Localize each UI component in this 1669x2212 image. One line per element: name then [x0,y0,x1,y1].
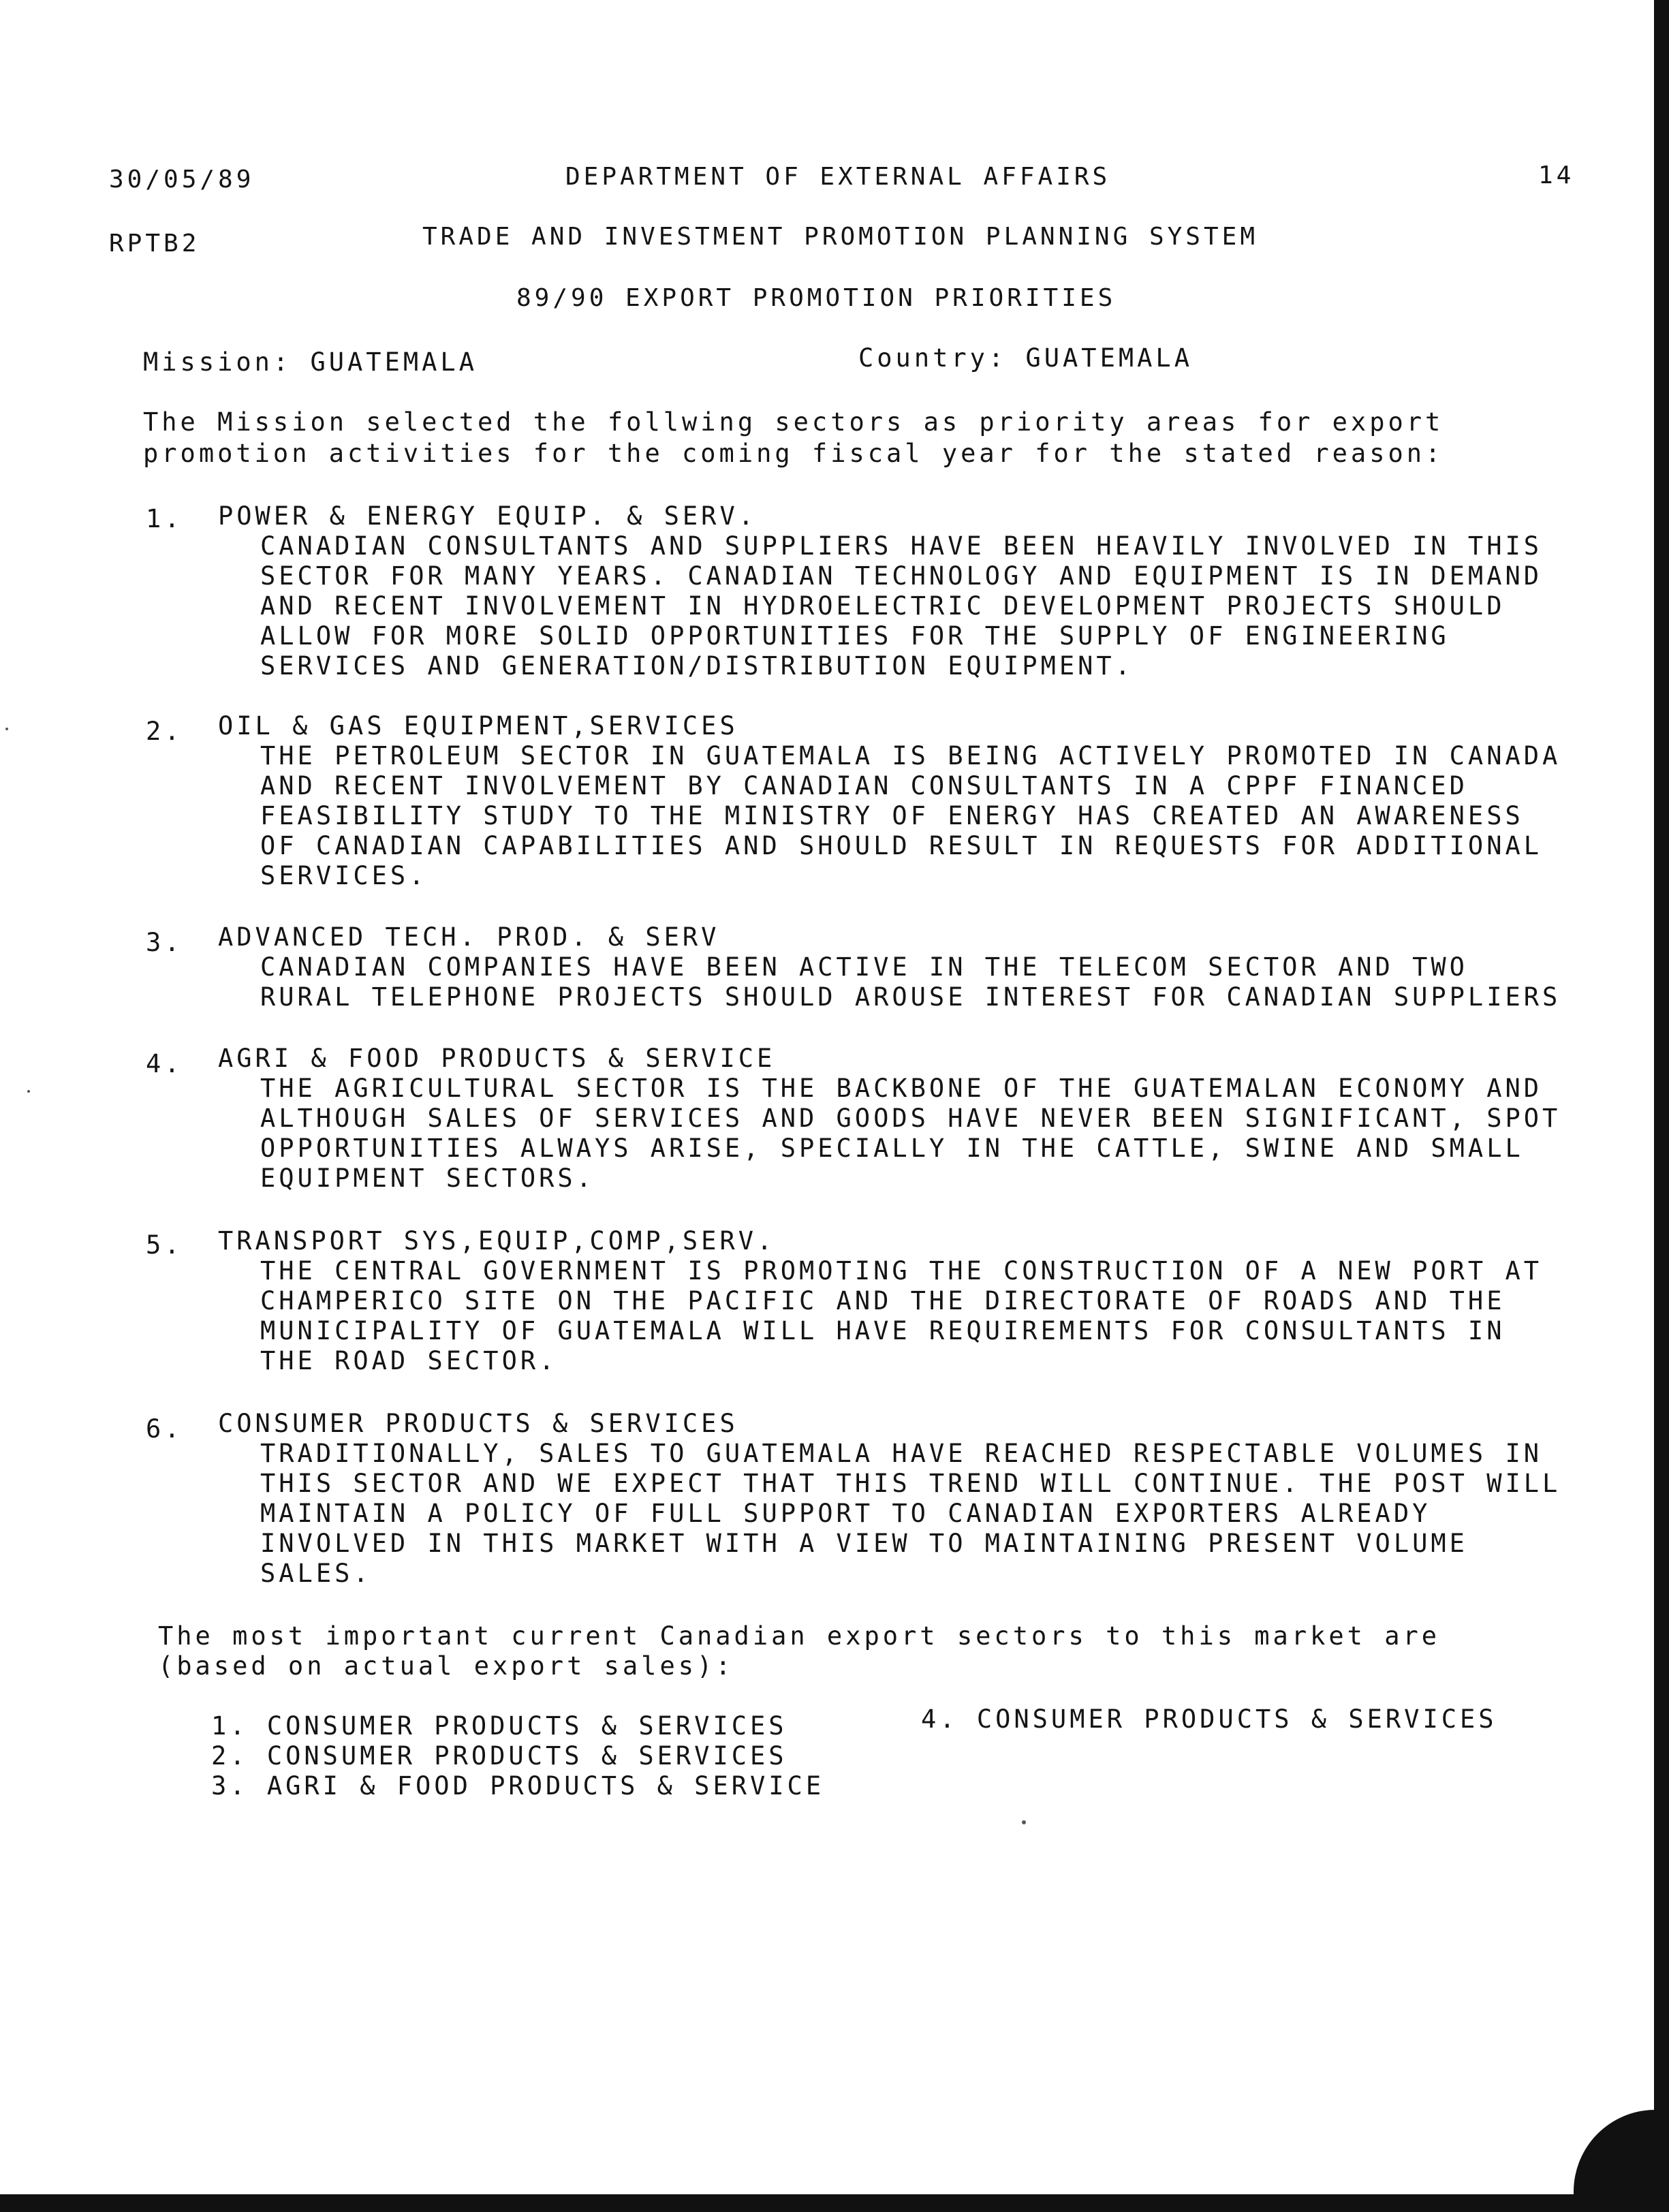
current-sectors-line-2: (based on actual export sales): [158,1651,734,1681]
priority-body-line: MUNICIPALITY OF GUATEMALA WILL HAVE REQUIREMENTS FOR CONSULTANTS IN [260,1316,1506,1345]
page-number: 14 [1538,161,1575,189]
current-sectors-line-1: The most important current Canadian export sectors to this market are [158,1621,1441,1651]
system-title: TRADE AND INVESTMENT PROMOTION PLANNING SYSTEM [422,223,1258,251]
priority-body-line: SERVICES. [260,861,428,890]
scan-speck [5,728,8,730]
priority-number: 5. [146,1230,183,1260]
current-sector-item: 2. CONSUMER PRODUCTS & SERVICES [211,1741,787,1771]
priority-number: 2. [146,717,183,746]
mission-label: Mission: GUATEMALA [143,347,478,377]
priority-title: CONSUMER PRODUCTS & SERVICES [218,1409,738,1438]
priority-body-line: OPPORTUNITIES ALWAYS ARISE, SPECIALLY IN THE CATTLE, SWINE AND SMALL [260,1134,1524,1163]
priority-body-line: CANADIAN CONSULTANTS AND SUPPLIERS HAVE BEEN HEAVILY INVOLVED IN THIS [260,531,1543,561]
priority-number: 4. [146,1049,183,1078]
current-sector-item: 4. CONSUMER PRODUCTS & SERVICES [921,1704,1497,1734]
priority-title: OIL & GAS EQUIPMENT,SERVICES [218,711,738,741]
priority-body-line: CANADIAN COMPANIES HAVE BEEN ACTIVE IN THE TELECOM SECTOR AND TWO [260,952,1468,982]
priority-body-line: THE CENTRAL GOVERNMENT IS PROMOTING THE CONSTRUCTION OF A NEW PORT AT [260,1256,1543,1286]
priority-title: TRANSPORT SYS,EQUIP,COMP,SERV. [218,1226,776,1256]
priority-body-line: ALTHOUGH SALES OF SERVICES AND GOODS HAVE NEVER BEEN SIGNIFICANT, SPOT [260,1104,1561,1133]
intro-line-1: The Mission selected the follwing sectors as priority areas for export [143,407,1444,437]
priority-body-line: INVOLVED IN THIS MARKET WITH A VIEW TO MAINTAINING PRESENT VOLUME [260,1529,1468,1558]
priority-body-line: SALES. [260,1559,372,1588]
priority-body-line: TRADITIONALLY, SALES TO GUATEMALA HAVE REACHED RESPECTABLE VOLUMES IN [260,1439,1543,1468]
priority-title: POWER & ENERGY EQUIP. & SERV. [218,501,758,531]
scan-speck [27,1090,30,1093]
scan-edge-corner [1574,2110,1669,2212]
priority-number: 1. [146,504,183,533]
priorities-title: 89/90 EXPORT PROMOTION PRIORITIES [516,284,1117,312]
priority-body-line: AND RECENT INVOLVEMENT BY CANADIAN CONSULTANTS IN A CPPF FINANCED [260,771,1468,800]
priority-body-line: THE ROAD SECTOR. [260,1346,558,1375]
priority-body-line: THIS SECTOR AND WE EXPECT THAT THIS TREND WILL CONTINUE. THE POST WILL [260,1469,1561,1498]
scan-edge-right [1654,0,1669,2212]
priority-body-line: ALLOW FOR MORE SOLID OPPORTUNITIES FOR THE SUPPLY OF ENGINEERING [260,621,1450,651]
report-code: RPTB2 [109,230,200,258]
priority-body-line: AND RECENT INVOLVEMENT IN HYDROELECTRIC DEVELOPMENT PROJECTS SHOULD [260,591,1506,621]
department-name: DEPARTMENT OF EXTERNAL AFFAIRS [565,163,1111,191]
intro-line-2: promotion activities for the coming fiscal year for the stated reason: [143,439,1444,468]
report-date: 30/05/89 [109,166,255,193]
priority-body-line: OF CANADIAN CAPABILITIES AND SHOULD RESULT IN REQUESTS FOR ADDITIONAL [260,831,1543,860]
country-label: Country: GUATEMALA [858,343,1193,373]
current-sector-item: 3. AGRI & FOOD PRODUCTS & SERVICE [211,1771,825,1801]
priority-body-line: RURAL TELEPHONE PROJECTS SHOULD AROUSE INTEREST FOR CANADIAN SUPPLIERS [260,982,1561,1012]
priority-body-line: FEASIBILITY STUDY TO THE MINISTRY OF ENERGY HAS CREATED AN AWARENESS [260,801,1524,830]
priority-body-line: THE AGRICULTURAL SECTOR IS THE BACKBONE OF THE GUATEMALAN ECONOMY AND [260,1074,1543,1103]
scan-speck [1022,1820,1026,1824]
priority-number: 6. [146,1414,183,1444]
priority-title: AGRI & FOOD PRODUCTS & SERVICE [218,1044,776,1073]
scan-edge-bottom [0,2194,1669,2212]
priority-body-line: CHAMPERICO SITE ON THE PACIFIC AND THE DIRECTORATE OF ROADS AND THE [260,1286,1506,1315]
priority-body-line: MAINTAIN A POLICY OF FULL SUPPORT TO CANADIAN EXPORTERS ALREADY [260,1499,1431,1528]
priority-body-line: SECTOR FOR MANY YEARS. CANADIAN TECHNOLOGY AND EQUIPMENT IS IN DEMAND [260,561,1543,591]
priority-number: 3. [146,928,183,957]
priority-title: ADVANCED TECH. PROD. & SERV [218,922,720,952]
priority-body-line: SERVICES AND GENERATION/DISTRIBUTION EQUIPMENT. [260,651,1134,681]
priority-body-line: THE PETROLEUM SECTOR IN GUATEMALA IS BEING ACTIVELY PROMOTED IN CANADA [260,741,1561,770]
priority-body-line: EQUIPMENT SECTORS. [260,1164,595,1193]
current-sector-item: 1. CONSUMER PRODUCTS & SERVICES [211,1711,787,1741]
